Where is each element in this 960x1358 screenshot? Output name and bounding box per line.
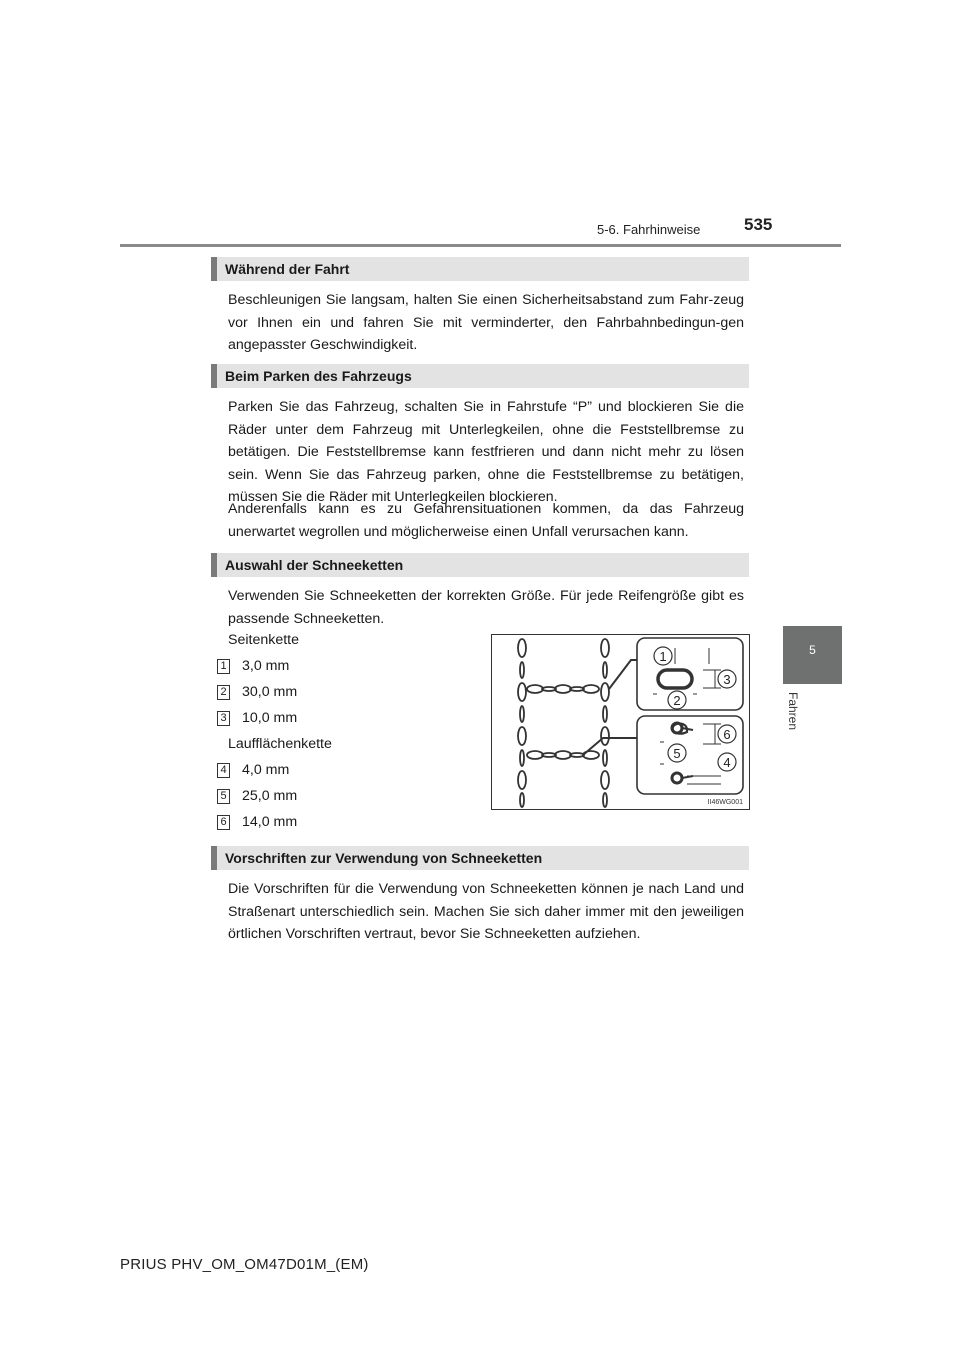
spec-number-badge: 1 [217, 659, 230, 674]
figure-callout-1: 1 [659, 649, 667, 664]
section-text-chain-rules: Die Vorschriften für die Verwendung von Schneeketten können je nach Land und Straßenart unterschiedlich sein. Machen Sie sich daher immer mit den jeweiligen örtlichen Vorschriften vertraut, bevor Sie Schneeketten aufziehen. [228, 881, 744, 943]
figure-callout-6: 6 [723, 727, 731, 742]
chapter-tab-number: 5 [809, 643, 816, 657]
side-chain-label: Seitenkette [228, 632, 299, 648]
section-heading-parking: Beim Parken des Fahrzeugs [211, 364, 749, 388]
spec-value: 4,0 mm [242, 762, 290, 778]
figure-callout-3: 3 [723, 672, 731, 687]
spec-value: 14,0 mm [242, 814, 298, 830]
spec-value: 30,0 mm [242, 684, 298, 700]
section-text-parking: Parken Sie das Fahrzeug, schalten Sie in Fahrstufe “P” und blockieren Sie die Räder unter dem Fahrzeug mit Unterlegkeilen, ohne die Feststellbremse zu betätigen. Die Feststellbremse kann festfrieren und dann nicht mehr zu lösen sein. Wenn Sie das Fahrzeug parken, ohne die Feststellbremse zu betätigen, müssen Sie die Räder mit Unterlegkeilen blockieren. [228, 399, 744, 506]
document-id: PRIUS PHV_OM_OM47D01M_(EM) [120, 1256, 369, 1273]
figure-code: II46WG001 [707, 799, 743, 806]
figure-callout-4: 4 [723, 755, 731, 770]
section-text-parking-warning: Anderenfalls kann es zu Gefahrensituationen kommen, da das Fahrzeug unerwartet wegrollen und möglicherweise einen Unfall verursachen kann. [228, 501, 744, 540]
section-heading-chain-selection: Auswahl der Schneeketten [211, 553, 749, 577]
section-text-driving: Beschleunigen Sie langsam, halten Sie einen Sicherheitsabstand zum Fahr-zeug vor Ihnen ein und fahren Sie mit verminderter, den Fahrbahnbedingun-gen angepasster Geschwindigkeit. [228, 292, 744, 354]
snow-chain-illustration [491, 634, 750, 810]
spec-number-badge: 2 [217, 685, 230, 700]
spec-value: 3,0 mm [242, 658, 290, 674]
section-heading-driving: Während der Fahrt [211, 257, 749, 281]
spec-value: 10,0 mm [242, 710, 298, 726]
figure-callout-5: 5 [673, 746, 681, 761]
spec-value: 25,0 mm [242, 788, 298, 804]
header-rule [120, 244, 841, 247]
section-heading-chain-rules: Vorschriften zur Verwendung von Schneeketten [211, 846, 749, 870]
spec-number-badge: 3 [217, 711, 230, 726]
spec-number-badge: 4 [217, 763, 230, 778]
page-number: 535 [744, 215, 773, 234]
section-breadcrumb: 5-6. Fahrhinweise [597, 222, 701, 237]
tread-chain-label: Laufflächenkette [228, 736, 332, 752]
spec-number-badge: 5 [217, 789, 230, 804]
section-text-chain-selection: Verwenden Sie Schneeketten der korrekten Größe. Für jede Reifengröße gibt es passende Schneeketten. [228, 588, 744, 627]
figure-callout-2: 2 [673, 693, 681, 708]
chapter-tab-label: Fahren [786, 692, 800, 731]
spec-number-badge: 6 [217, 815, 230, 830]
